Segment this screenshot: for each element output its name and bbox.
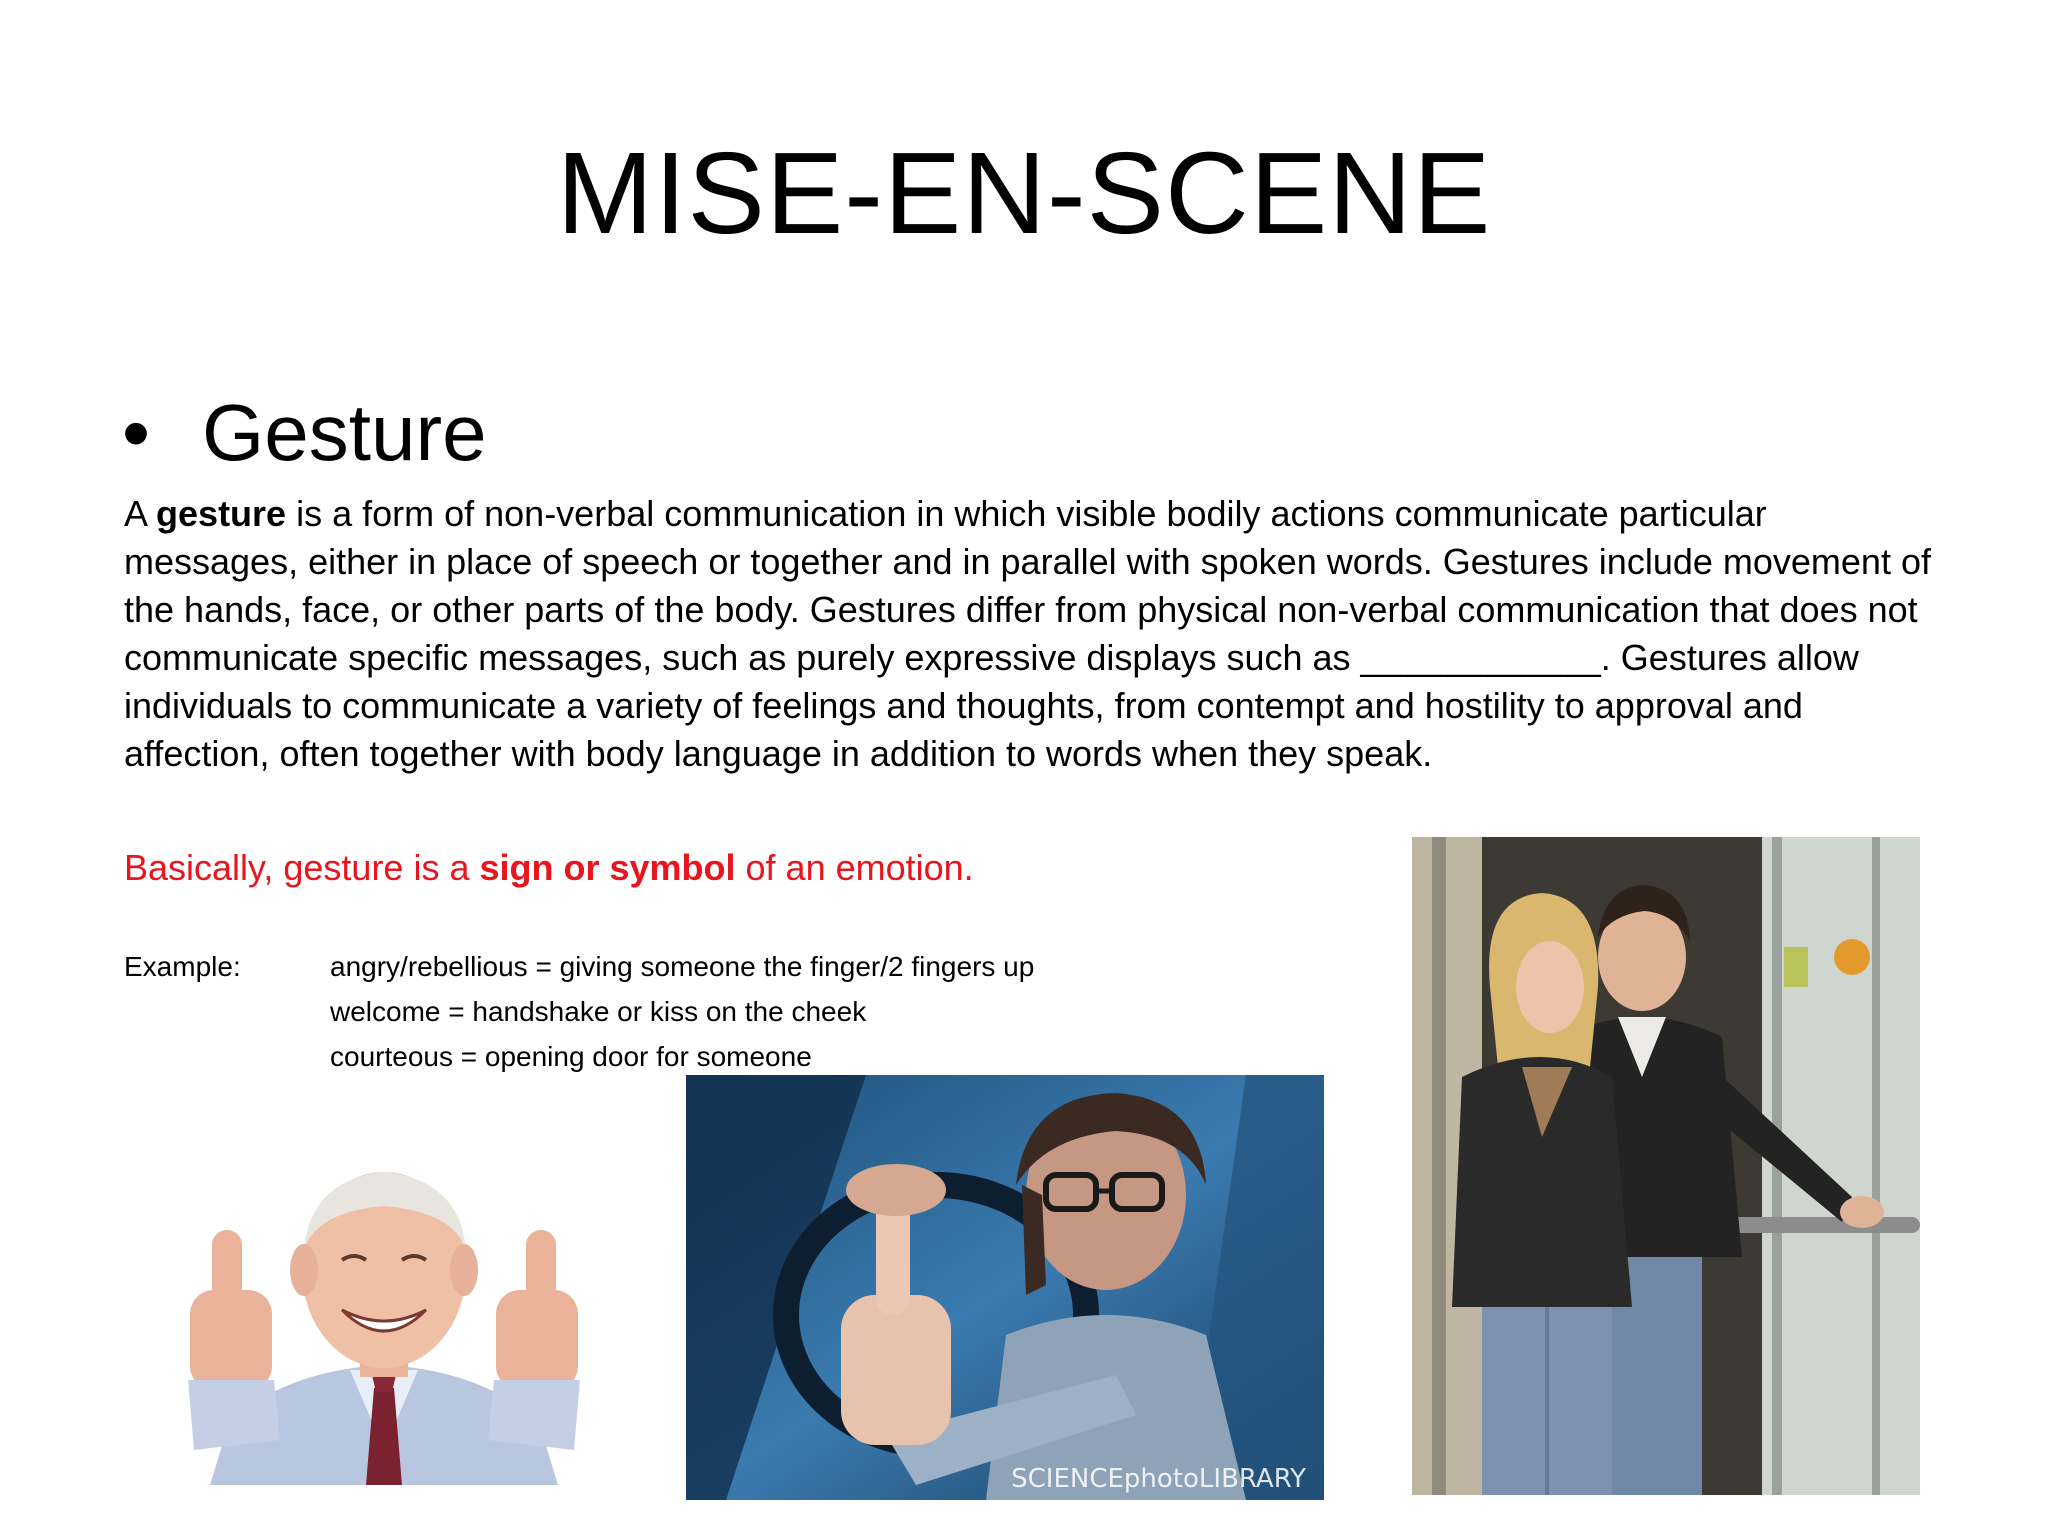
summary-part2: of an emotion. xyxy=(735,847,974,888)
example-row xyxy=(124,1034,1034,1079)
bullet-label: Gesture xyxy=(202,388,487,477)
example-row xyxy=(124,989,1034,1034)
summary-bold: sign or symbol xyxy=(479,847,736,888)
definition-part2: is a form of non-verbal communication in which visible bodily actions communicate particular messages, either in place of speech or together and in parallel with spoken words. Gestures include movement of the hands, face, or other parts of the body. Gestures differ from physical non-verbal communication that does not communicate specific messages, such as purely expressive displays such as ____________. Gestures allow individuals to communicate a variety of feelings and thoughts, from contempt and hostility to approval and affection, often together with body language in addition to words when they speak. xyxy=(124,493,1931,774)
slide-title: MISE-EN-SCENE xyxy=(556,128,1492,258)
watermark-text: SCIENCEphotoLIBRARY xyxy=(1011,1464,1306,1494)
bullet-symbol: • xyxy=(122,388,151,477)
example-item: courteous = opening door for someone xyxy=(330,1041,812,1072)
bullet-heading xyxy=(122,378,487,488)
example-row xyxy=(124,944,1034,989)
definition-part1: A xyxy=(124,493,157,534)
example-item: welcome = handshake or kiss on the cheek xyxy=(330,996,867,1027)
examples-block xyxy=(124,944,1034,1079)
summary-part1: Basically, gesture is a xyxy=(124,847,480,888)
summary-line xyxy=(124,844,974,892)
definition-term: gesture xyxy=(156,493,287,534)
driver-middle-finger-photo xyxy=(686,1075,1324,1500)
example-label: Example: xyxy=(124,951,241,982)
definition-paragraph xyxy=(124,490,1944,778)
thumbs-up-man-photo xyxy=(170,1120,598,1485)
couple-door-photo xyxy=(1412,837,1920,1495)
example-item: angry/rebellious = giving someone the finger/2 fingers up xyxy=(330,951,1035,982)
